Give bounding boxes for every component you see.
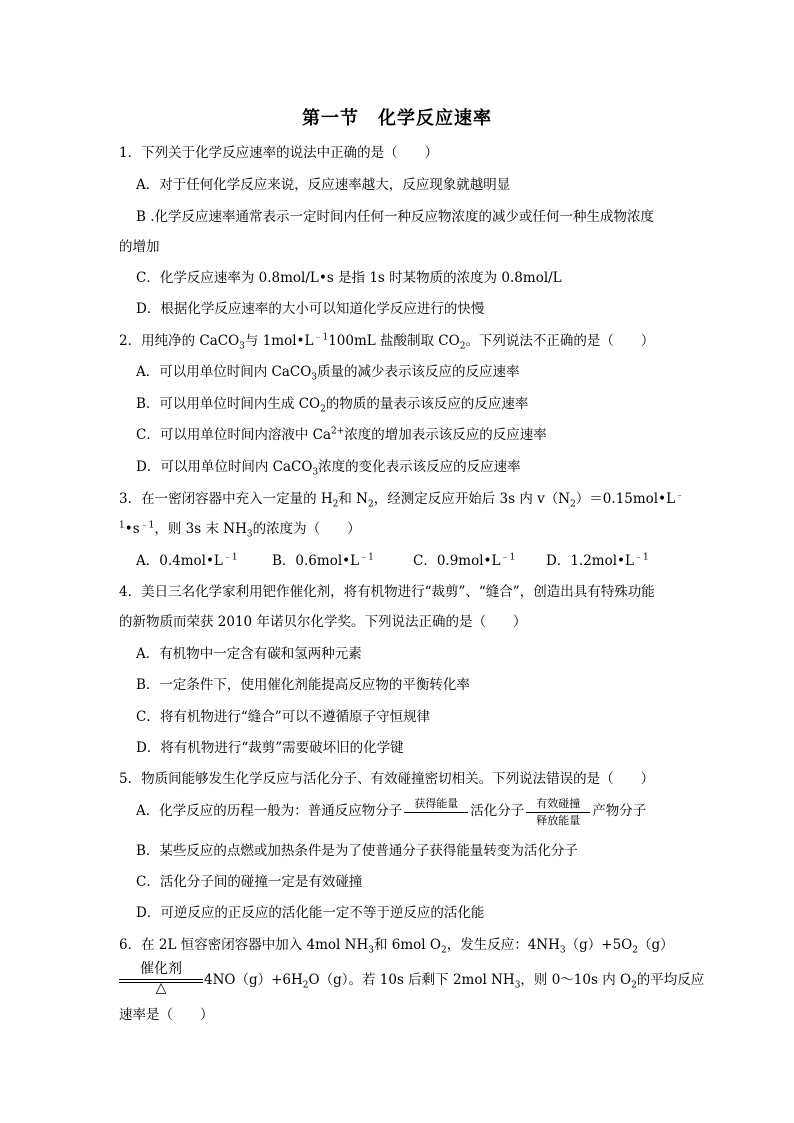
question-5-stem: 5．物质间能够发生化学反应与活化分子、有效碰撞密切相关。下列说法错误的是（ ）	[119, 771, 655, 787]
question-2-stem: 2．用纯净的 CaCO$_3$与 $1mol•L^{﹣1}100mL$ 盐酸制取 $CO_2$。下列说法不正确的是（ ）	[119, 332, 655, 352]
question-4-option-a: A．有机物中一定含有碳和氢两种元素	[136, 646, 362, 662]
question-5-option-d: D．可逆反应的正反应的活化能一定不等于逆反应的活化能	[136, 905, 485, 921]
question-6-stem-cont: $4NO(g)+6H_2O(g)$。若 10s 后剩下 2mol $NH_3$，则 0～10s 内 $O_2$的平均反应	[204, 972, 705, 991]
question-1-option-b: B .化学反应速率通常表示一定时间内任何一种反应物浓度的减少或任何一种生成物浓度	[136, 209, 655, 225]
question-3-option-b: B．$0.6mol•L^{﹣1}$	[272, 552, 374, 569]
question-1-option-b-cont: 的增加	[119, 239, 160, 255]
question-4-stem: 4．美日三名化学家利用钯作催化剂，将有机物进行“裁剪”、“缝合”，创造出具有特殊功能	[119, 584, 655, 600]
question-3-option-c: C．$0.9mol•L^{﹣1}$	[413, 552, 516, 569]
question-1-option-a: A．对于任何化学反应来说，反应速率越大，反应现象就越明显	[136, 177, 511, 193]
question-5-option-b: B．某些反应的点燃或加热条件是为了使普通分子获得能量转变为活化分子	[136, 843, 578, 859]
question-5-option-c: C．活化分子间的碰撞一定是有效碰撞	[136, 874, 363, 890]
question-5-option-a: A．化学反应的历程一般为：普通反应物分子 获得能量 活化分子 有效碰撞 释放能量 产物分子	[136, 796, 647, 827]
question-3-stem-cont: $^1•s^{﹣1}$，则 3s 末 $NH_3$的浓度为（ ）	[119, 520, 361, 540]
page-title: 第一节 化学反应速率	[302, 108, 492, 129]
question-2-option-a: A．可以用单位时间内 CaCO$_3$质量的减少表示该反应的反应速率	[136, 364, 520, 383]
question-1-option-c: C．化学反应速率为 0.8mol/L•s 是指 1s 时某物质的浓度为 0.8mol/L	[136, 270, 562, 286]
question-4-option-d: D．将有机物进行“裁剪”需要破坏旧的化学键	[136, 740, 404, 756]
question-2-option-b: B．可以用单位时间内生成 $CO_2$的物质的量表示该反应的反应速率	[136, 396, 529, 415]
question-4-option-b: B．一定条件下，使用催化剂能提高反应物的平衡转化率	[136, 677, 470, 693]
question-6-stem-end: 速率是（ ）	[119, 1007, 214, 1023]
question-3-option-a: A．$0.4mol•L^{﹣1}$	[136, 552, 238, 569]
question-3-option-d: D．$1.2mol•L^{﹣1}$	[546, 552, 649, 569]
reaction-arrow-1: 获得能量	[404, 797, 468, 827]
question-1-stem: 1．下列关于化学反应速率的说法中正确的是（ ）	[119, 145, 439, 161]
question-3-stem: 3．在一密闭容器中充入一定量的 $H_2$和 $N_2$，经测定反应开始后 3s 内 $v(N_2)=0.15mol•L^﹣$	[119, 490, 685, 510]
question-4-option-c: C．将有机物进行“缝合”可以不遵循原子守恒规律	[136, 709, 431, 725]
question-4-stem-cont: 的新物质而荣获 2010 年诺贝尔化学奖。下列说法正确的是（ ）	[119, 614, 527, 630]
reaction-arrow-2: 有效碰撞 释放能量	[526, 797, 590, 827]
question-1-option-d: D．根据化学反应速率的大小可以知道化学反应进行的快慢	[136, 301, 485, 317]
catalyst-condition: 催化剂 △	[119, 958, 203, 998]
question-6-stem: 6．在 2L 恒容密闭容器中加入 4mol $NH_3$和 6mol $O_2$，发生反应：$4NH_3(g)+5O_2(g)$	[119, 937, 674, 956]
question-2-option-d: D．可以用单位时间内 CaCO$_3$浓度的变化表示该反应的反应速率	[136, 459, 521, 478]
question-2-option-c: C．可以用单位时间内溶液中 $Ca^{2+}$浓度的增加表示该反应的反应速率	[136, 426, 547, 443]
